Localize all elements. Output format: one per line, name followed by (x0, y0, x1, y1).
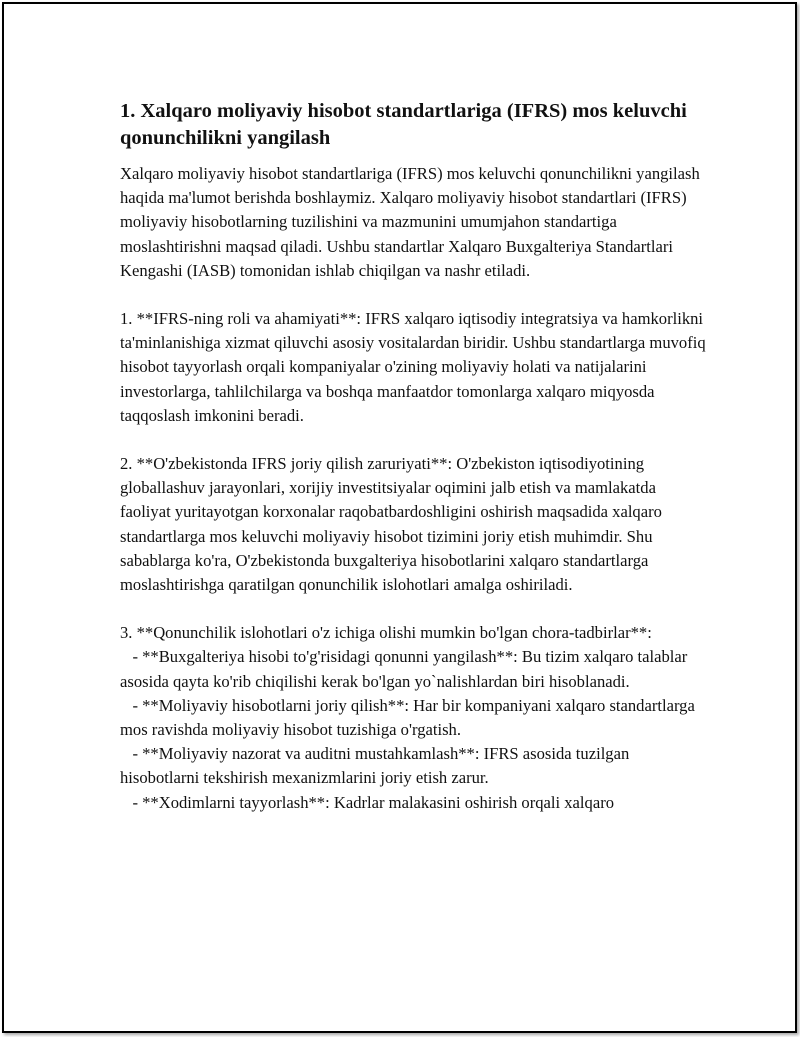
document-body (120, 98, 710, 815)
bullet-item: - **Xodimlarni tayyorlash**: Kadrlar malakasini oshirish orqali xalqaro (120, 792, 615, 812)
section-3-heading: 3. **Qonunchilik islohotlari o'z ichiga olishi mumkin bo'lgan chora-tadbirlar**: (120, 623, 652, 643)
section-1-paragraph: 1. **IFRS-ning roli va ahamiyati**: IFRS xalqaro iqtisodiy integratsiya va hamkorlikni ta'minlanishiga xizmat qiluvchi asosiy vositalardan biridir. Ushbu standartlarga muvofiq hisobot tayyorlash orqali kompaniyalar o'zining moliyaviy holati va natijalarini investorlarga, tahlilchilarga va boshqa manfaatdor tomonlarga xalqaro miqyosda taqqoslash imkonini beradi. (120, 309, 706, 425)
document-title: 1. Xalqaro moliyaviy hisobot standartlariga (IFRS) mos keluvchi qonunchilikni yangilash (120, 100, 687, 149)
paragraph-gap (120, 428, 710, 452)
section-2-paragraph: 2. **O'zbekistonda IFRS joriy qilish zaruriyati**: O'zbekiston iqtisodiyotining globallashuv jarayonlari, xorijiy investitsiyalar oqimini jalb etish va mamlakatda faoliyat yuritayotgan korxonalar raqobatbardoshligini oshirish maqsadida xalqaro standartlarga mos keluvchi moliyaviy hisobot tizimini joriy etish muhimdir. Shu sabablarga ko'ra, O'zbekistonda buxgalteriya hisobotlarini xalqaro standartlarga moslashtirishga qaratilgan qonunchilik islohotlari amalga oshiriladi. (120, 454, 662, 595)
paragraph-gap (120, 283, 710, 307)
bullet-item: - **Moliyaviy hisobotlarni joriy qilish**: Har bir kompaniyani xalqaro standartlarga mos ravishda moliyaviy hisobot tuzishiga o'rgatish. (120, 695, 699, 740)
intro-paragraph: Xalqaro moliyaviy hisobot standartlariga (IFRS) mos keluvchi qonunchilikni yangilash haqida ma'lumot berishda boshlaymiz. Xalqaro moliyaviy hisobot standartlari (IFRS) moliyaviy hisobotlarning tuzilishini va mazmunini umumjahon standartiga moslashtirishni maqsad qiladi. Ushbu standartlar Xalqaro Buxgalteriya Standartlari Kengashi (IASB) tomonidan ishlab chiqilgan va nashr etiladi. (120, 164, 700, 280)
bullet-item: - **Buxgalteriya hisobi to'g'risidagi qonunni yangilash**: Bu tizim xalqaro talablar asosida qayta ko'rib chiqilishi kerak bo'lgan yo`nalishlardan biri hisoblanadi. (120, 647, 692, 691)
bullet-item: - **Moliyaviy nazorat va auditni mustahkamlash**: IFRS asosida tuzilgan hisobotlarni tekshirish mexanizmlarini joriy etish zarur. (120, 744, 634, 788)
document-page (2, 2, 797, 1033)
paragraph-gap (120, 597, 710, 621)
